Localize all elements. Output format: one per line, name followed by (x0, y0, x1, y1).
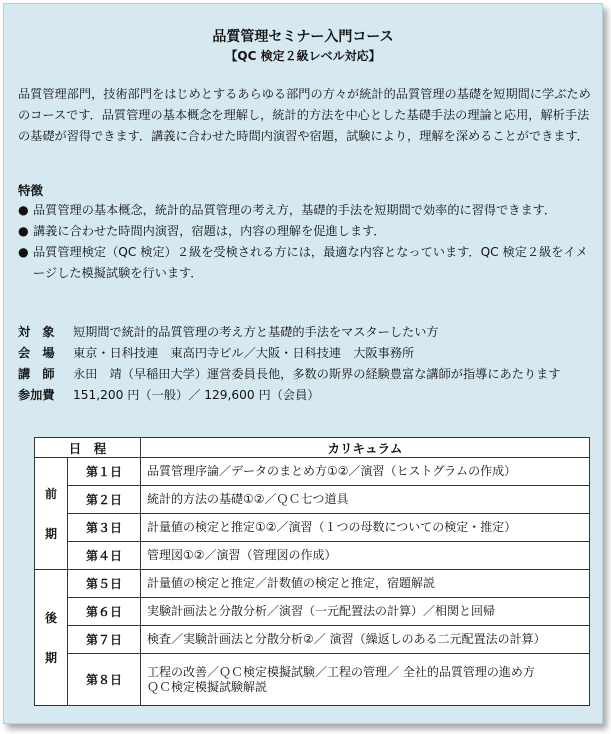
curriculum-cell: 工程の改善／ＱＣ検定模擬試験／工程の管理／ 全社的品質管理の進め方 ＱＣ検定模擬試験解説 (141, 654, 590, 706)
table-row (35, 654, 590, 706)
day-cell: 第４日 (68, 542, 141, 570)
feature-text: 品質管理の基本概念，統計的品質管理の考え方，基礎的手法を短期間で効率的に習得できます． (33, 203, 557, 217)
info-label: 会 場 (18, 346, 55, 360)
features-list (18, 200, 596, 284)
feature-item (18, 221, 596, 242)
info-value: 東京・日科技連 東高円寺ビル／大阪・日科技連 大阪事務所 (73, 346, 415, 360)
day-cell: 第１日 (68, 458, 141, 486)
table-row (35, 458, 590, 486)
table-row (35, 514, 590, 542)
bullet-icon: ● (18, 245, 29, 259)
feature-item (18, 242, 596, 284)
bullet-icon: ● (18, 203, 29, 217)
info-label: 講 師 (18, 367, 55, 381)
period-label: 後 期 (44, 610, 57, 665)
bullet-icon: ● (18, 224, 29, 238)
page-title: 品質管理セミナー入門コース (212, 29, 394, 45)
info-label: 対 象 (18, 325, 55, 339)
day-cell: 第３日 (68, 514, 141, 542)
table-row (35, 486, 590, 514)
info-value: 永田 靖（早稲田大学）運営委員長他，多数の斯界の経験豊富な講師が指導にあたります (73, 367, 561, 381)
day-cell: 第７日 (68, 626, 141, 654)
schedule-header-day: 日 程 (35, 438, 141, 458)
info-value: 151,200 円（一般）／ 129,600 円（会員） (73, 388, 320, 402)
feature-item (18, 200, 596, 221)
info-label: 参加費 (18, 388, 55, 402)
day-cell: 第８日 (68, 654, 141, 706)
schedule-header-row (35, 438, 590, 458)
info-target (18, 322, 596, 343)
info-fee (18, 385, 596, 406)
page-subtitle: 【QC 検定２級レベル対応】 (225, 49, 381, 63)
intro-paragraph: 品質管理部門，技術部門をはじめとするあらゆる部門の方々が統計的品質管理の基礎を短期間に学ぶためのコースです．品質管理の基本概念を理解し，統計的方法を中心とした基礎手法の理論と応用，解析手法の基礎が習得できます．講義に合わせた時間内演習や宿題，試験により，理解を深めることができます． (18, 87, 591, 143)
day-cell: 第６日 (68, 598, 141, 626)
info-value: 短期間で統計的品質管理の考え方と基礎的手法をマスターしたい方 (73, 325, 439, 339)
table-row (35, 626, 590, 654)
period-second (35, 570, 68, 706)
table-row (35, 570, 590, 598)
course-card (3, 3, 603, 724)
info-lecturer (18, 364, 596, 385)
schedule-table (34, 437, 590, 706)
curriculum-cell: 品質管理序論／データのまとめ方①②／演習（ヒストグラムの作成） (141, 458, 590, 486)
day-cell: 第５日 (68, 570, 141, 598)
day-cell: 第２日 (68, 486, 141, 514)
info-venue (18, 343, 596, 364)
course-info (18, 322, 596, 406)
feature-text: 品質管理検定（QC 検定）２級を受検される方には，最適な内容となっています．QC 検定２級をイメージした模擬試験を行います． (33, 245, 588, 280)
schedule-header-curriculum: カリキュラム (141, 438, 590, 458)
features-heading: 特徴 (18, 183, 44, 198)
period-label: 前 期 (44, 486, 57, 541)
curriculum-cell: 検査／実験計画法と分散分析②／ 演習（繰返しのある二元配置法の計算） (141, 626, 590, 654)
curriculum-cell: 計量値の検定と推定／計数値の検定と推定，宿題解説 (141, 570, 590, 598)
period-first (35, 458, 68, 570)
table-row (35, 542, 590, 570)
feature-text: 講義に合わせた時間内演習，宿題は，内容の理解を促進します． (33, 224, 386, 238)
curriculum-cell: 実験計画法と分散分析／演習（一元配置法の計算）／相関と回帰 (141, 598, 590, 626)
curriculum-cell: 統計的方法の基礎①②／ＱＣ七つ道具 (141, 486, 590, 514)
curriculum-cell: 管理図①②／演習（管理図の作成） (141, 542, 590, 570)
curriculum-cell: 計量値の検定と推定①②／演習（１つの母数についての検定・推定） (141, 514, 590, 542)
table-row (35, 598, 590, 626)
